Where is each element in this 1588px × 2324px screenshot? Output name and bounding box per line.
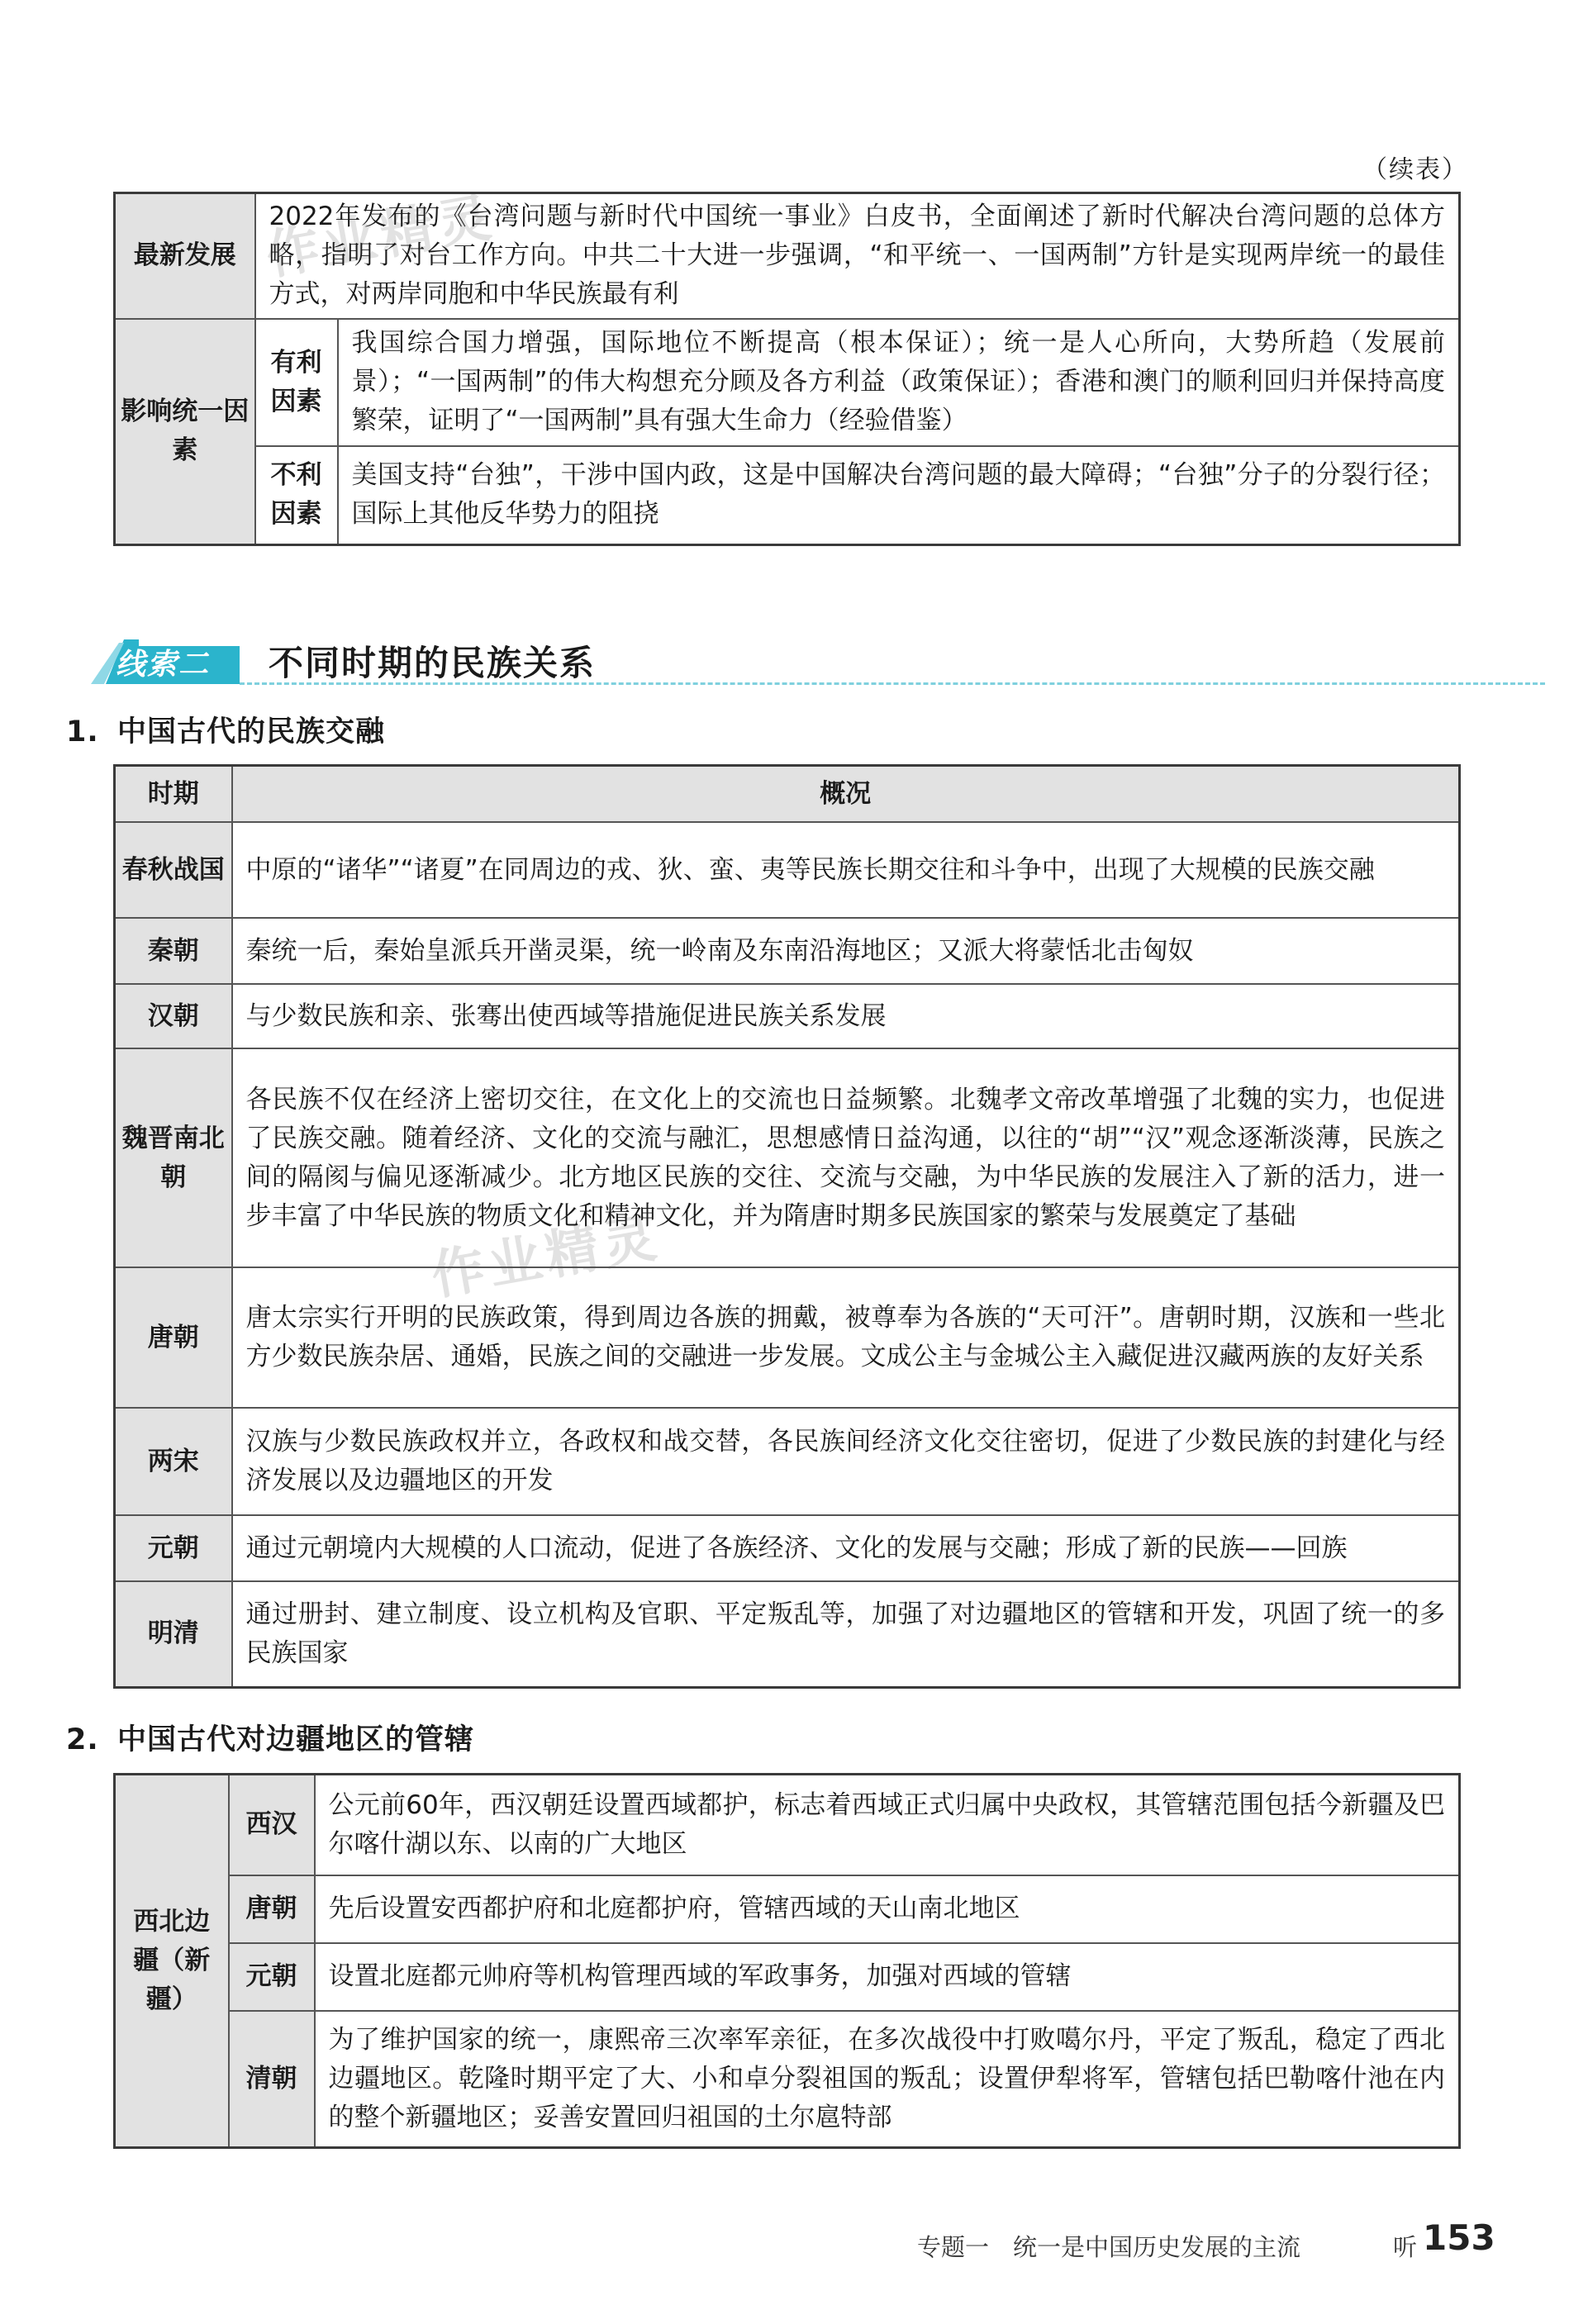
section-badge: 线索二 xyxy=(116,648,211,682)
table-row xyxy=(115,1267,1460,1408)
dynasty-cell: 西汉 xyxy=(229,1775,315,1875)
integration-table xyxy=(113,764,1461,1689)
period-cell: 明清 xyxy=(115,1581,232,1687)
frontier-table xyxy=(113,1773,1461,2149)
table-header-row xyxy=(115,766,1460,823)
table-row xyxy=(115,1943,1460,2011)
latest-label: 最新发展 xyxy=(115,193,255,319)
table-row xyxy=(115,984,1460,1048)
dynasty-cell: 清朝 xyxy=(229,2011,315,2148)
table-row xyxy=(115,1775,1460,1875)
table-row xyxy=(115,446,1460,545)
admin-cell: 为了维护国家的统一，康熙帝三次率军亲征，在多次战役中打败噶尔丹，平定了叛乱，稳定了西北边疆地区。乾隆时期平定了大、小和卓分裂祖国的叛乱；设置伊犁将军，管辖包括巴勒喀什池在内的整个新疆地区；妥善安置回归祖国的土尔扈特部 xyxy=(315,2011,1460,2148)
overview-cell: 通过元朝境内大规模的人口流动，促进了各族经济、文化的发展与交融；形成了新的民族——回族 xyxy=(232,1515,1460,1581)
table-row xyxy=(115,1408,1460,1515)
admin-cell: 先后设置安西都护府和北庭都护府，管辖西域的天山南北地区 xyxy=(315,1875,1460,1943)
section-name: 不同时期的民族关系 xyxy=(269,643,597,683)
period-cell: 两宋 xyxy=(115,1408,232,1515)
part1-heading xyxy=(66,709,385,750)
overview-cell: 中原的“诸华”“诸夏”在同周边的戎、狄、蛮、夷等民族长期交往和斗争中，出现了大规模的民族交融 xyxy=(232,822,1460,918)
table-row xyxy=(115,1048,1460,1267)
influence-label: 影响统一因素 xyxy=(115,319,255,545)
table-row xyxy=(115,1515,1460,1581)
table-row xyxy=(115,822,1460,918)
watermark: 作业精灵 xyxy=(261,187,501,288)
latest-text: 2022年发布的《台湾问题与新时代中国统一事业》白皮书，全面阐述了新时代解决台湾问题的总体方略，指明了对台工作方向。中共二十大进一步强调，“和平统一、一国两制”方针是实现两岸统一的最佳方式，对两岸同胞和中华民族最有利 xyxy=(255,193,1460,319)
overview-cell: 通过册封、建立制度、设立机构及官职、平定叛乱等，加强了对边疆地区的管辖和开发，巩固了统一的多民族国家 xyxy=(232,1581,1460,1687)
table-row xyxy=(115,319,1460,446)
favorable-text: 我国综合国力增强，国际地位不断提高（根本保证）；统一是人心所向，大势所趋（发展前景）；“一国两制”的伟大构想充分顾及各方利益（政策保证）；香港和澳门的顺利回归并保持高度繁荣，证明了“一国两制”具有强大生命力（经验借鉴） xyxy=(338,319,1460,446)
overview-cell: 与少数民族和亲、张骞出使西域等措施促进民族关系发展 xyxy=(232,984,1460,1048)
region-label: 西北边疆（新疆） xyxy=(115,1775,229,2148)
favorable-label: 有利因素 xyxy=(255,319,338,446)
part2-title: 中国古代对边疆地区的管辖 xyxy=(117,1723,475,1756)
col-period: 时期 xyxy=(115,766,232,823)
unfavorable-label: 不利因素 xyxy=(255,446,338,545)
table-row xyxy=(115,1581,1460,1687)
taiwan-table xyxy=(113,192,1461,546)
period-cell: 唐朝 xyxy=(115,1267,232,1408)
page-footer xyxy=(917,2216,1495,2262)
period-cell: 汉朝 xyxy=(115,984,232,1048)
period-cell: 春秋战国 xyxy=(115,822,232,918)
chapter-label: 专题一 统一是中国历史发展的主流 xyxy=(917,2233,1301,2261)
part2-heading xyxy=(66,1717,474,1758)
continued-label: （续表） xyxy=(1362,155,1468,184)
part1-title: 中国古代的民族交融 xyxy=(117,715,386,749)
overview-cell: 各民族不仅在经济上密切交往，在文化上的交流也日益频繁。北魏孝文帝改革增强了北魏的实力，也促进了民族交融。随着经济、文化的交流与融汇，思想感情日益沟通，以往的“胡”“汉”观念逐渐淡薄，民族之间的隔阂与偏见逐渐减少。北方地区民族的交往、交流与交融，为中华民族的发展注入了新的活力，进一步丰富了中华民族的物质文化和精神文化，并为隋唐时期多民族国家的繁荣与发展奠定了基础 xyxy=(232,1048,1460,1267)
section-divider xyxy=(240,682,1545,685)
dynasty-cell: 元朝 xyxy=(229,1943,315,2011)
admin-cell: 设置北庭都元帅府等机构管理西域的军政事务，加强对西域的管辖 xyxy=(315,1943,1460,2011)
listen-label: 听 xyxy=(1393,2233,1418,2261)
part2-number: 2. xyxy=(66,1723,99,1756)
watermark: 作业精灵 xyxy=(426,1207,666,1308)
unfavorable-text: 美国支持“台独”，干涉中国内政，这是中国解决台湾问题的最大障碍；“台独”分子的分裂行径；国际上其他反华势力的阻挠 xyxy=(338,446,1460,545)
table-row xyxy=(115,2011,1460,2148)
section-title xyxy=(91,628,1462,686)
overview-cell: 秦统一后，秦始皇派兵开凿灵渠，统一岭南及东南沿海地区；又派大将蒙恬北击匈奴 xyxy=(232,918,1460,984)
table-row xyxy=(115,918,1460,984)
col-overview: 概况 xyxy=(232,766,1460,823)
admin-cell: 公元前60年，西汉朝廷设置西域都护，标志着西域正式归属中央政权，其管辖范围包括今新疆及巴尔喀什湖以东、以南的广大地区 xyxy=(315,1775,1460,1875)
overview-cell: 汉族与少数民族政权并立，各政权和战交替，各民族间经济文化交往密切，促进了少数民族的封建化与经济发展以及边疆地区的开发 xyxy=(232,1408,1460,1515)
table-row xyxy=(115,1875,1460,1943)
period-cell: 秦朝 xyxy=(115,918,232,984)
table-row xyxy=(115,193,1460,319)
overview-cell: 唐太宗实行开明的民族政策，得到周边各族的拥戴，被尊奉为各族的“天可汗”。唐朝时期，汉族和一些北方少数民族杂居、通婚，民族之间的交融进一步发展。文成公主与金城公主入藏促进汉藏两族的友好关系 xyxy=(232,1267,1460,1408)
part1-number: 1. xyxy=(66,715,99,749)
period-cell: 元朝 xyxy=(115,1515,232,1581)
period-cell: 魏晋南北朝 xyxy=(115,1048,232,1267)
dynasty-cell: 唐朝 xyxy=(229,1875,315,1943)
page-number: 153 xyxy=(1423,2217,1495,2258)
